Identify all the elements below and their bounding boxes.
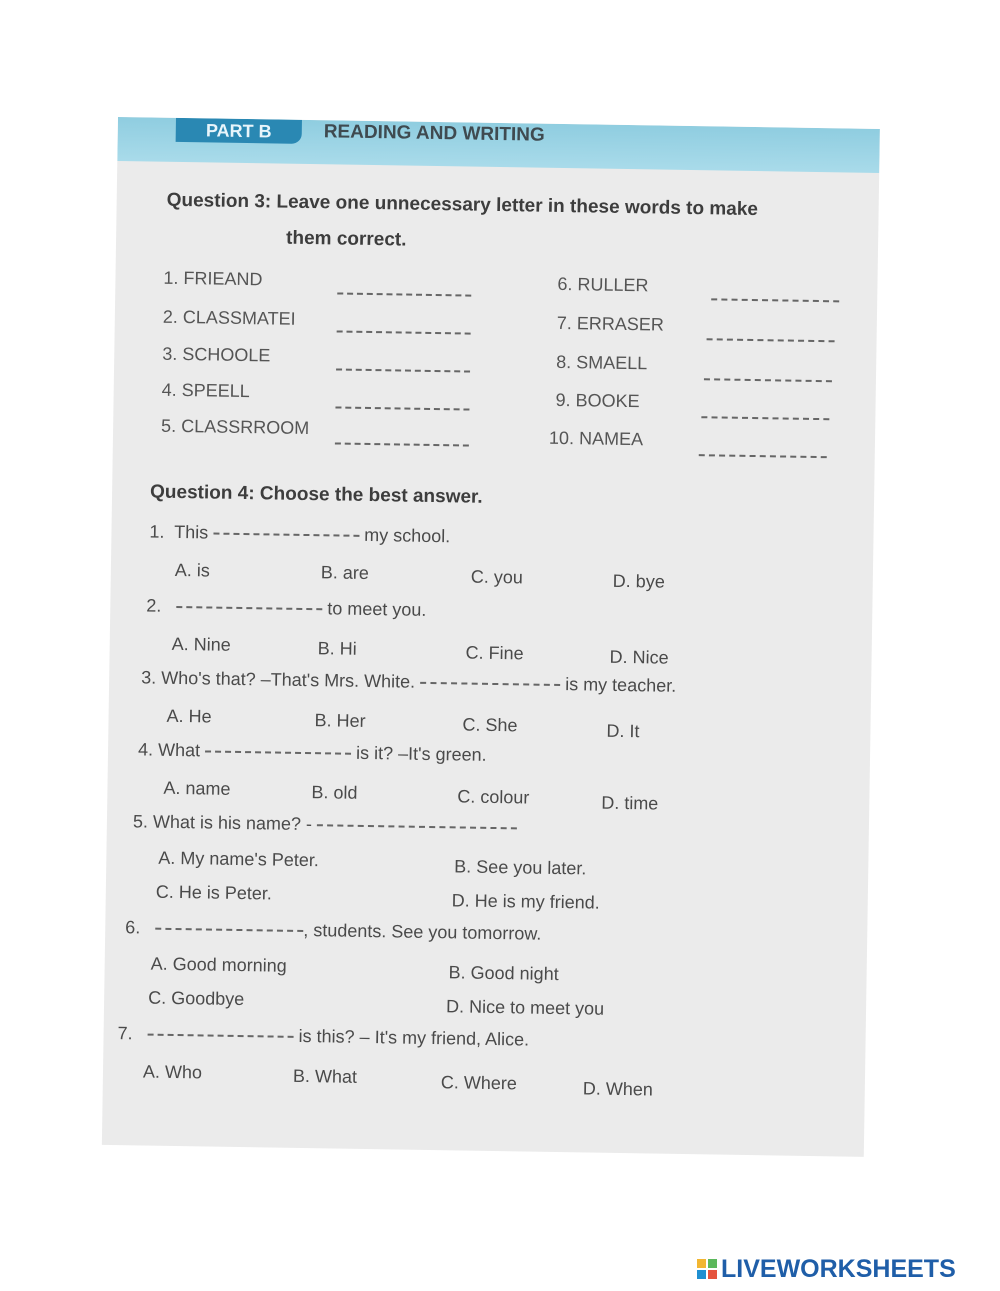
item-number: 3. [141,667,157,688]
stem-after: is it? –It's green. [355,742,487,765]
q4-7-option-a[interactable]: A. Who [142,1061,203,1083]
answer-blank-q4-5[interactable] [317,824,517,829]
answer-blank-4[interactable] [335,406,469,410]
item-number: 2. [146,595,162,616]
answer-blank-q4-6[interactable] [155,928,303,932]
item-number: 10. [548,427,575,449]
q4-item-6-stem [125,917,541,945]
item-number: 1. [149,521,165,542]
q4-3-option-a[interactable]: A. He [166,705,212,727]
answer-blank-10[interactable] [699,454,827,458]
q4-2-option-c[interactable]: C. Fine [465,642,524,664]
item-number: 7. [117,1023,133,1044]
scrambled-word: NAMEA [578,428,644,450]
q4-item-3-stem [141,667,676,696]
scrambled-word: SCHOOLE [182,344,271,366]
q4-5-option-b[interactable]: B. See you later. [454,856,587,879]
scrambled-word: ERRASER [576,313,665,335]
answer-blank-9[interactable] [701,416,829,420]
item-number: 6. [125,917,141,938]
q3-item-7 [557,313,664,336]
q4-4-option-a[interactable]: A. name [163,777,231,799]
q4-2-option-d[interactable]: D. Nice [609,646,669,668]
answer-blank-5[interactable] [335,442,469,446]
q4-3-option-b[interactable]: B. Her [314,710,366,731]
liveworksheets-logo [697,1254,956,1284]
q4-5-option-d[interactable]: D. He is my friend. [451,890,600,913]
answer-blank-1[interactable] [337,292,471,296]
q3-item-5 [161,416,309,439]
stem-after: is my teacher. [565,674,677,696]
answer-blank-6[interactable] [711,298,839,302]
q4-item-5-stem [133,811,517,838]
scrambled-word: CLASSRROOM [181,416,310,439]
item-number: 5. [132,811,149,832]
answer-blank-7[interactable] [707,338,835,342]
q4-7-option-b[interactable]: B. What [292,1065,358,1087]
question-4-title: Question 4: Choose the best answer. [149,481,483,508]
stem-before: This [174,521,209,543]
q4-3-option-d[interactable]: D. It [606,720,640,742]
answer-blank-q4-7[interactable] [148,1034,294,1038]
scrambled-word: RULLER [577,274,649,296]
q4-7-option-c[interactable]: C. Where [440,1072,518,1094]
q4-1-option-d[interactable]: D. bye [612,570,665,592]
answer-blank-q4-4[interactable] [205,751,351,755]
stem-before: What [157,739,201,761]
q3-item-6 [557,274,648,296]
q3-item-2 [163,307,296,330]
item-number: 5. [160,415,177,436]
q4-item-4-stem [138,739,487,765]
q4-2-option-b[interactable]: B. Hi [317,638,357,659]
q4-6-option-d[interactable]: D. Nice to meet you [445,996,605,1019]
item-number: 4. [137,739,154,760]
scrambled-word: BOOKE [575,390,640,412]
scrambled-word: SMAELL [576,352,648,374]
logo-mark-icon [697,1259,717,1279]
part-label: PART B [176,118,302,144]
question-3-title-cont: them correct. [285,227,407,251]
q3-item-3 [162,344,270,367]
question-3-title: Question 3: Leave one unnecessary letter in these words to make [166,189,759,221]
q4-6-option-b[interactable]: B. Good night [448,962,559,985]
stem-before: Who's that? –That's Mrs. White. [161,667,416,692]
stem-after: to meet you. [327,598,427,620]
worksheet-photo [102,117,880,1157]
stem-after: is this? – It's my friend, Alice. [298,1025,530,1050]
logo-square-2 [708,1259,717,1268]
item-number: 7. [556,312,572,334]
q4-item-2-stem [146,596,426,621]
section-title: READING AND WRITING [323,121,545,146]
q3-item-8 [556,352,647,374]
q3-item-1 [163,268,262,291]
logo-text: LIVEWORKSHEETS [721,1254,956,1283]
scrambled-word: CLASSMATEI [182,307,296,329]
q4-4-option-d[interactable]: D. time [601,792,659,814]
q4-7-option-d[interactable]: D. When [582,1078,653,1100]
q4-1-option-a[interactable]: A. is [174,559,211,581]
q3-item-4 [162,380,250,402]
item-number: 1. [163,267,179,288]
q4-4-option-b[interactable]: B. old [311,782,358,803]
item-number: 3. [162,343,178,364]
answer-blank-q4-1[interactable] [213,533,359,537]
q4-4-option-c[interactable]: C. colour [457,786,530,808]
item-number: 9. [555,389,571,411]
logo-square-4 [708,1270,717,1279]
q4-1-option-b[interactable]: B. are [320,562,370,583]
q4-5-option-c[interactable]: C. He is Peter. [155,881,273,904]
q4-5-option-a[interactable]: A. My name's Peter. [158,847,320,871]
stem-after: my school. [364,524,451,547]
answer-blank-2[interactable] [337,330,471,334]
q4-6-option-c[interactable]: C. Goodbye [148,987,245,1010]
q3-item-9 [555,390,639,412]
q3-item-10 [549,428,643,450]
answer-blank-8[interactable] [704,378,832,382]
item-number: 2. [162,306,179,327]
item-number: 6. [557,273,573,295]
q4-3-option-c[interactable]: C. She [462,714,518,736]
item-number: 4. [161,379,177,400]
logo-square-1 [697,1259,706,1268]
stem-before: What is his name? - [152,811,313,835]
answer-blank-3[interactable] [336,368,470,372]
scrambled-word: FRIEAND [183,268,263,290]
logo-square-3 [697,1270,706,1279]
q4-item-1-stem [149,522,450,548]
q4-item-7-stem [117,1023,529,1050]
item-number: 8. [556,351,572,373]
q4-2-option-a[interactable]: A. Nine [171,633,231,655]
stem-after: , students. See you tomorrow. [303,920,542,944]
answer-blank-q4-2[interactable] [176,606,322,610]
q4-6-option-a[interactable]: A. Good morning [150,953,287,976]
scrambled-word: SPEELL [181,380,250,402]
answer-blank-q4-3[interactable] [420,682,560,686]
q4-1-option-c[interactable]: C. you [470,566,524,588]
